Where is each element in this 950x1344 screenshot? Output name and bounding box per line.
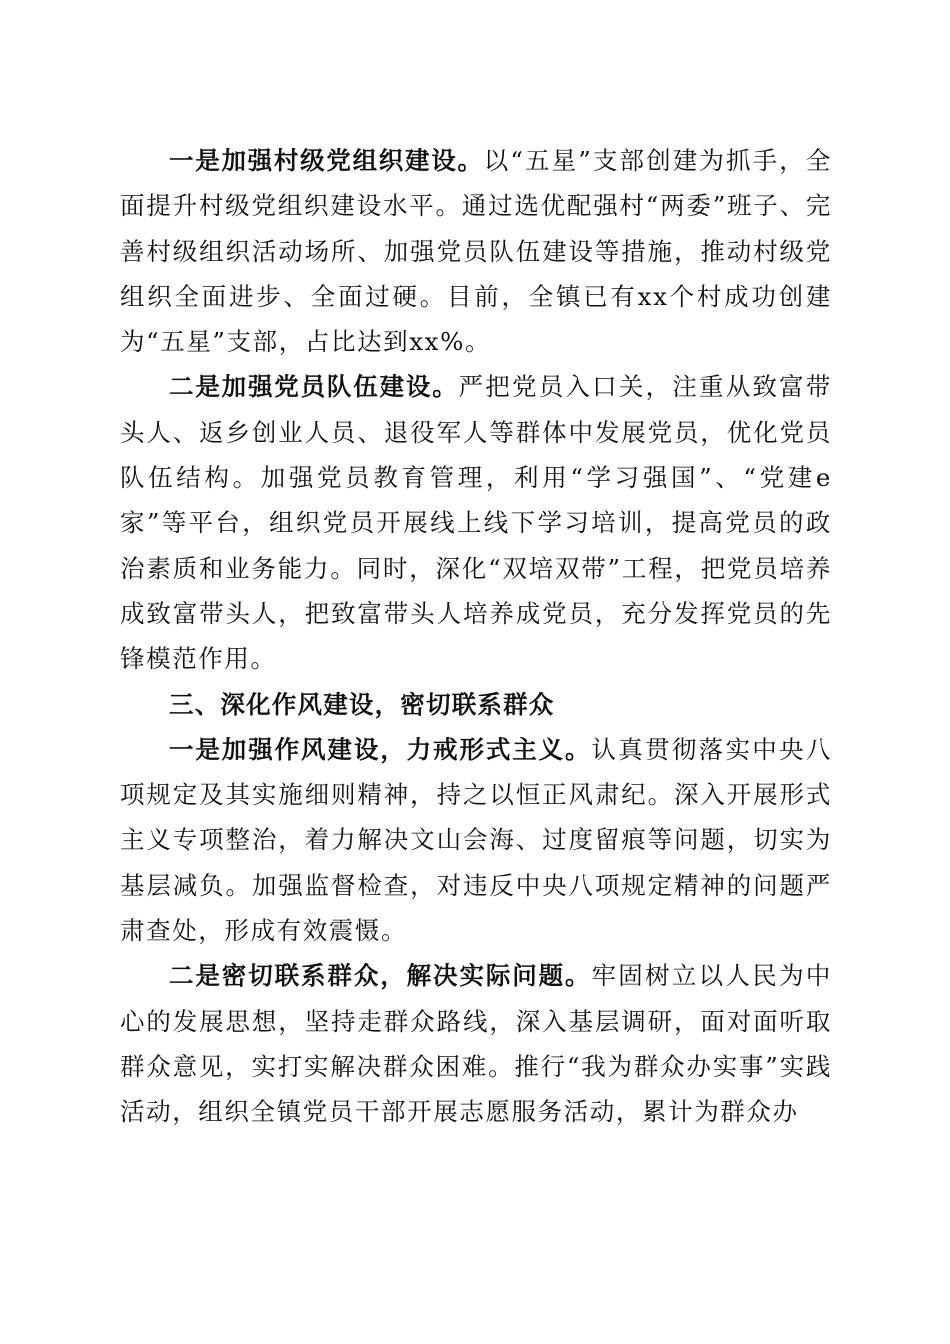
paragraph-lead: 二是密切联系群众，解决实际问题。 [169, 961, 592, 991]
paragraph-contact-masses [120, 953, 832, 1134]
paragraph-party-member-team [120, 364, 832, 681]
paragraph-work-style [120, 727, 832, 953]
paragraph-lead: 一是加强作风建设，力戒形式主义。 [169, 734, 592, 764]
document-body [120, 138, 832, 1135]
paragraph-village-party-organization [120, 138, 832, 364]
paragraph-lead: 二是加强党员队伍建设。 [169, 372, 459, 402]
section-heading: 三、深化作风建设，密切联系群众 [169, 689, 555, 719]
paragraph-body: 严把党员入口关，注重从致富带头人、返乡创业人员、退役军人等群体中发展党员，优化党员队伍结构。加强党员教育管理，利用“学习强国”、“党建e家”等平台，组织党员开展线上线下学习培训，提高党员的政治素质和业务能力。同时，深化“双培双带”工程，把党员培养成致富带头人，把致富带头人培养成党员，充分发挥党员的先锋模范作用。 [120, 372, 832, 674]
paragraph-body: 认真贯彻落实中央八项规定及其实施细则精神，持之以恒正风肃纪。深入开展形式主义专项整治，着力解决文山会海、过度留痕等问题，切实为基层减负。加强监督检查，对违反中央八项规定精神的问题严肃查处，形成有效震慑。 [120, 734, 832, 946]
paragraph-body: 以“五星”支部创建为抓手，全面提升村级党组织建设水平。通过选优配强村“两委”班子、完善村级组织活动场所、加强党员队伍建设等措施，推动村级党组织全面进步、全面过硬。目前，全镇已有xx个村成功创建为“五星”支部，占比达到xx%。 [120, 146, 833, 357]
paragraph-lead: 一是加强村级党组织建设。 [169, 146, 484, 175]
paragraph-body: 牢固树立以人民为中心的发展思想，坚持走群众路线，深入基层调研，面对面听取群众意见，实打实解决群众困难。推行“我为群众办实事”实践活动，组织全镇党员干部开展志愿服务活动，累计为群众办 [120, 961, 832, 1127]
